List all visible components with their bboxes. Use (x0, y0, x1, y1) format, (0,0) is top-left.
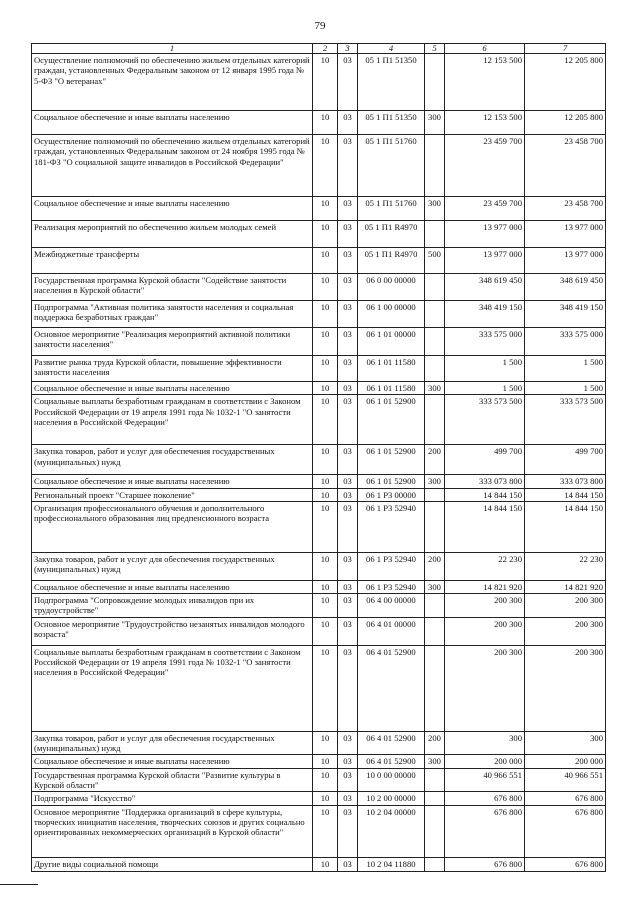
row-section-cell: 10 (313, 328, 338, 356)
row-name-cell: Социальное обеспечение и иные выплаты населению (32, 111, 313, 135)
footnote-rule (0, 884, 38, 885)
row-subsection-cell: 03 (338, 731, 358, 755)
row-amount-cell: 14 821 920 (525, 580, 606, 593)
row-target-code-cell: 06 1 01 52900 (358, 475, 425, 488)
row-amount-cell: 676 800 (445, 792, 525, 805)
row-section-cell: 10 (313, 111, 338, 135)
row-subsection-cell: 03 (338, 111, 358, 135)
row-amount-cell: 200 300 (525, 645, 606, 731)
row-target-code-cell: 10 2 00 00000 (358, 792, 425, 805)
row-expense-type-cell (425, 395, 445, 445)
row-expense-type-cell: 300 (425, 197, 445, 221)
row-amount-cell: 22 230 (525, 552, 606, 580)
table-row (32, 221, 606, 248)
row-name-cell: Межбюджетные трансферты (32, 248, 313, 274)
row-target-code-cell: 05 1 П1 51760 (358, 135, 425, 197)
row-name-cell: Государственная программа Курской области "Развитие культуры в Курской области" (32, 768, 313, 792)
table-row (32, 197, 606, 221)
row-name-cell: Социальное обеспечение и иные выплаты населению (32, 475, 313, 488)
row-name-cell: Другие виды социальной помощи (32, 857, 313, 871)
row-amount-cell: 14 844 150 (445, 488, 525, 501)
row-amount-cell: 333 575 000 (525, 328, 606, 356)
row-amount-cell: 13 977 000 (525, 248, 606, 274)
table-row (32, 755, 606, 768)
table-row (32, 248, 606, 274)
row-amount-cell: 300 (525, 731, 606, 755)
row-target-code-cell: 06 4 01 52900 (358, 731, 425, 755)
row-amount-cell: 200 000 (445, 755, 525, 768)
row-amount-cell: 14 844 150 (525, 501, 606, 552)
row-name-cell: Основное мероприятие "Трудоустройство незанятых инвалидов молодого возраста" (32, 617, 313, 645)
row-subsection-cell: 03 (338, 135, 358, 197)
table-row (32, 111, 606, 135)
row-expense-type-cell: 300 (425, 111, 445, 135)
row-amount-cell: 333 573 500 (525, 395, 606, 445)
row-amount-cell: 40 966 551 (445, 768, 525, 792)
row-name-cell: Подпрограмма "Сопровождение молодых инвалидов при их трудоустройстве" (32, 594, 313, 618)
row-name-cell: Социальное обеспечение и иные выплаты населению (32, 755, 313, 768)
row-expense-type-cell (425, 645, 445, 731)
row-expense-type-cell (425, 792, 445, 805)
row-section-cell: 10 (313, 475, 338, 488)
row-amount-cell: 300 (445, 731, 525, 755)
row-section-cell: 10 (313, 248, 338, 274)
row-name-cell: Государственная программа Курской области "Содействие занятости населения в Курской области" (32, 274, 313, 301)
row-subsection-cell: 03 (338, 552, 358, 580)
row-amount-cell: 13 977 000 (525, 221, 606, 248)
row-expense-type-cell: 300 (425, 755, 445, 768)
row-expense-type-cell (425, 488, 445, 501)
row-subsection-cell: 03 (338, 395, 358, 445)
row-section-cell: 10 (313, 488, 338, 501)
row-name-cell: Осуществление полномочий по обеспечению жильем отдельных категорий граждан, установленных Федеральным законом от 24 ноября 1995 года № 181-ФЗ "О социальной защите инвалидов в Российской Федерации" (32, 135, 313, 197)
row-target-code-cell: 06 4 01 52900 (358, 755, 425, 768)
row-subsection-cell: 03 (338, 445, 358, 475)
table-row (32, 594, 606, 618)
row-subsection-cell: 03 (338, 475, 358, 488)
row-subsection-cell: 03 (338, 594, 358, 618)
table-row (32, 857, 606, 871)
row-section-cell: 10 (313, 594, 338, 618)
table-row (32, 356, 606, 382)
row-target-code-cell: 06 4 01 52900 (358, 645, 425, 731)
table-body (32, 54, 606, 872)
row-amount-cell: 676 800 (525, 805, 606, 857)
row-amount-cell: 333 073 800 (525, 475, 606, 488)
row-target-code-cell: 06 1 P3 00000 (358, 488, 425, 501)
row-target-code-cell: 10 2 04 00000 (358, 805, 425, 857)
row-name-cell: Закупка товаров, работ и услуг для обеспечения государственных (муниципальных) нужд (32, 731, 313, 755)
row-name-cell: Социальное обеспечение и иные выплаты населению (32, 382, 313, 395)
row-amount-cell: 1 500 (445, 356, 525, 382)
row-target-code-cell: 06 1 01 52900 (358, 395, 425, 445)
column-header: 1 (32, 44, 313, 54)
row-name-cell: Региональный проект "Старшее поколение" (32, 488, 313, 501)
row-expense-type-cell (425, 221, 445, 248)
row-amount-cell: 14 821 920 (445, 580, 525, 593)
row-name-cell: Подпрограмма "Искусство" (32, 792, 313, 805)
row-amount-cell: 333 575 000 (445, 328, 525, 356)
table-row (32, 552, 606, 580)
row-expense-type-cell (425, 857, 445, 871)
row-amount-cell: 333 073 800 (445, 475, 525, 488)
table-row (32, 768, 606, 792)
row-expense-type-cell: 200 (425, 445, 445, 475)
table-row (32, 274, 606, 301)
table-row (32, 792, 606, 805)
row-amount-cell: 1 500 (525, 382, 606, 395)
row-subsection-cell: 03 (338, 768, 358, 792)
row-section-cell: 10 (313, 135, 338, 197)
table-row (32, 328, 606, 356)
row-section-cell: 10 (313, 382, 338, 395)
row-amount-cell: 22 230 (445, 552, 525, 580)
row-name-cell: Социальное обеспечение и иные выплаты населению (32, 197, 313, 221)
row-subsection-cell: 03 (338, 221, 358, 248)
row-section-cell: 10 (313, 221, 338, 248)
row-expense-type-cell: 200 (425, 731, 445, 755)
row-subsection-cell: 03 (338, 805, 358, 857)
row-section-cell: 10 (313, 356, 338, 382)
table-row (32, 617, 606, 645)
row-subsection-cell: 03 (338, 580, 358, 593)
table-row (32, 805, 606, 857)
table-row (32, 135, 606, 197)
row-target-code-cell: 05 1 П1 R4970 (358, 248, 425, 274)
row-subsection-cell: 03 (338, 301, 358, 328)
table-row (32, 445, 606, 475)
row-expense-type-cell: 300 (425, 382, 445, 395)
row-amount-cell: 200 300 (525, 617, 606, 645)
row-amount-cell: 200 000 (525, 755, 606, 768)
row-amount-cell: 200 300 (445, 645, 525, 731)
row-target-code-cell: 10 0 00 00000 (358, 768, 425, 792)
row-target-code-cell: 06 1 01 11580 (358, 356, 425, 382)
row-amount-cell: 1 500 (525, 356, 606, 382)
row-amount-cell: 12 205 800 (525, 111, 606, 135)
row-expense-type-cell (425, 328, 445, 356)
row-section-cell: 10 (313, 580, 338, 593)
table-row (32, 301, 606, 328)
row-expense-type-cell (425, 274, 445, 301)
row-section-cell: 10 (313, 552, 338, 580)
row-name-cell: Развитие рынка труда Курской области, повышение эффективности занятости населения (32, 356, 313, 382)
row-amount-cell: 333 573 500 (445, 395, 525, 445)
row-name-cell: Осуществление полномочий по обеспечению жильем отдельных категорий граждан, установленных Федеральным законом от 12 января 1995 года № 5-ФЗ "О ветеранах" (32, 54, 313, 111)
row-expense-type-cell (425, 356, 445, 382)
row-amount-cell: 12 153 500 (445, 111, 525, 135)
header-row (32, 44, 606, 54)
row-subsection-cell: 03 (338, 328, 358, 356)
row-amount-cell: 40 966 551 (525, 768, 606, 792)
row-target-code-cell: 05 1 П1 51350 (358, 54, 425, 111)
row-amount-cell: 23 459 700 (445, 197, 525, 221)
row-amount-cell: 676 800 (445, 857, 525, 871)
row-amount-cell: 676 800 (525, 792, 606, 805)
table-row (32, 475, 606, 488)
row-expense-type-cell (425, 594, 445, 618)
row-name-cell: Закупка товаров, работ и услуг для обеспечения государственных (муниципальных) нужд (32, 552, 313, 580)
row-expense-type-cell (425, 805, 445, 857)
row-subsection-cell: 03 (338, 755, 358, 768)
row-amount-cell: 23 458 700 (525, 197, 606, 221)
row-section-cell: 10 (313, 731, 338, 755)
row-amount-cell: 499 700 (525, 445, 606, 475)
row-expense-type-cell (425, 768, 445, 792)
row-target-code-cell: 06 1 P3 52940 (358, 580, 425, 593)
budget-table (31, 43, 606, 872)
row-section-cell: 10 (313, 501, 338, 552)
table-row (32, 645, 606, 731)
row-section-cell: 10 (313, 617, 338, 645)
row-subsection-cell: 03 (338, 197, 358, 221)
row-name-cell: Закупка товаров, работ и услуг для обеспечения государственных (муниципальных) нужд (32, 445, 313, 475)
row-section-cell: 10 (313, 645, 338, 731)
table-row (32, 580, 606, 593)
row-section-cell: 10 (313, 197, 338, 221)
row-amount-cell: 13 977 000 (445, 248, 525, 274)
row-name-cell: Организация профессионального обучения и дополнительного профессионального образования лиц предпенсионного возраста (32, 501, 313, 552)
row-expense-type-cell (425, 301, 445, 328)
column-header: 2 (313, 44, 338, 54)
row-subsection-cell: 03 (338, 617, 358, 645)
row-subsection-cell: 03 (338, 501, 358, 552)
row-amount-cell: 200 300 (525, 594, 606, 618)
row-expense-type-cell: 300 (425, 475, 445, 488)
row-subsection-cell: 03 (338, 54, 358, 111)
row-subsection-cell: 03 (338, 274, 358, 301)
row-expense-type-cell (425, 501, 445, 552)
page-number: 79 (314, 20, 326, 32)
row-target-code-cell: 06 0 00 00000 (358, 274, 425, 301)
row-amount-cell: 348 419 150 (525, 301, 606, 328)
row-section-cell: 10 (313, 792, 338, 805)
row-subsection-cell: 03 (338, 382, 358, 395)
row-target-code-cell: 06 1 P3 52940 (358, 552, 425, 580)
row-target-code-cell: 06 1 01 52900 (358, 445, 425, 475)
row-target-code-cell: 06 1 00 00000 (358, 301, 425, 328)
row-name-cell: Основное мероприятие "Поддержка организаций в сфере культуры, творческих инициатив населения, творческих союзов и других социально ориентированных некоммерческих организаций в Курской области" (32, 805, 313, 857)
row-amount-cell: 348 419 150 (445, 301, 525, 328)
row-expense-type-cell (425, 54, 445, 111)
row-section-cell: 10 (313, 274, 338, 301)
row-target-code-cell: 06 1 P3 52940 (358, 501, 425, 552)
row-section-cell: 10 (313, 445, 338, 475)
row-subsection-cell: 03 (338, 792, 358, 805)
row-expense-type-cell: 300 (425, 580, 445, 593)
row-subsection-cell: 03 (338, 645, 358, 731)
table-row (32, 731, 606, 755)
row-amount-cell: 14 844 150 (525, 488, 606, 501)
row-name-cell: Социальное обеспечение и иные выплаты населению (32, 580, 313, 593)
row-name-cell: Социальные выплаты безработным гражданам в соответствии с Законом Российской Федерации от 19 апреля 1991 года № 1032-1 "О занятости населения в Российской Федерации" (32, 645, 313, 731)
row-amount-cell: 23 459 700 (445, 135, 525, 197)
table-row (32, 395, 606, 445)
row-target-code-cell: 10 2 04 11880 (358, 857, 425, 871)
row-section-cell: 10 (313, 54, 338, 111)
row-subsection-cell: 03 (338, 248, 358, 274)
row-amount-cell: 12 153 500 (445, 54, 525, 111)
row-amount-cell: 499 700 (445, 445, 525, 475)
row-amount-cell: 23 458 700 (525, 135, 606, 197)
column-header: 6 (445, 44, 525, 54)
row-amount-cell: 200 300 (445, 594, 525, 618)
table-row (32, 54, 606, 111)
row-amount-cell: 676 800 (525, 857, 606, 871)
column-header: 7 (525, 44, 606, 54)
row-target-code-cell: 05 1 П1 R4970 (358, 221, 425, 248)
row-section-cell: 10 (313, 857, 338, 871)
row-target-code-cell: 05 1 П1 51760 (358, 197, 425, 221)
row-amount-cell: 13 977 000 (445, 221, 525, 248)
row-expense-type-cell (425, 617, 445, 645)
row-section-cell: 10 (313, 301, 338, 328)
row-target-code-cell: 05 1 П1 51350 (358, 111, 425, 135)
row-expense-type-cell (425, 135, 445, 197)
column-header: 4 (358, 44, 425, 54)
row-amount-cell: 676 800 (445, 805, 525, 857)
column-header: 3 (338, 44, 358, 54)
row-target-code-cell: 06 4 01 00000 (358, 617, 425, 645)
row-name-cell: Реализация мероприятий по обеспечению жильем молодых семей (32, 221, 313, 248)
row-amount-cell: 12 205 800 (525, 54, 606, 111)
row-subsection-cell: 03 (338, 356, 358, 382)
row-amount-cell: 200 300 (445, 617, 525, 645)
row-amount-cell: 348 619 450 (445, 274, 525, 301)
row-amount-cell: 348 619 450 (525, 274, 606, 301)
row-target-code-cell: 06 1 01 00000 (358, 328, 425, 356)
row-expense-type-cell: 500 (425, 248, 445, 274)
row-name-cell: Основное мероприятие "Реализация мероприятий активной политики занятости населения" (32, 328, 313, 356)
row-section-cell: 10 (313, 755, 338, 768)
table-row (32, 488, 606, 501)
table-row (32, 501, 606, 552)
row-amount-cell: 1 500 (445, 382, 525, 395)
row-subsection-cell: 03 (338, 488, 358, 501)
row-section-cell: 10 (313, 805, 338, 857)
row-section-cell: 10 (313, 768, 338, 792)
row-target-code-cell: 06 4 00 00000 (358, 594, 425, 618)
row-target-code-cell: 06 1 01 11580 (358, 382, 425, 395)
table-row (32, 382, 606, 395)
row-amount-cell: 14 844 150 (445, 501, 525, 552)
row-name-cell: Социальные выплаты безработным гражданам в соответствии с Законом Российской Федерации от 19 апреля 1991 года № 1032-1 "О занятости населения в Российской Федерации" (32, 395, 313, 445)
column-header: 5 (425, 44, 445, 54)
row-subsection-cell: 03 (338, 857, 358, 871)
row-section-cell: 10 (313, 395, 338, 445)
row-expense-type-cell: 200 (425, 552, 445, 580)
row-name-cell: Подпрограмма "Активная политика занятости населения и социальная поддержка безработных граждан" (32, 301, 313, 328)
